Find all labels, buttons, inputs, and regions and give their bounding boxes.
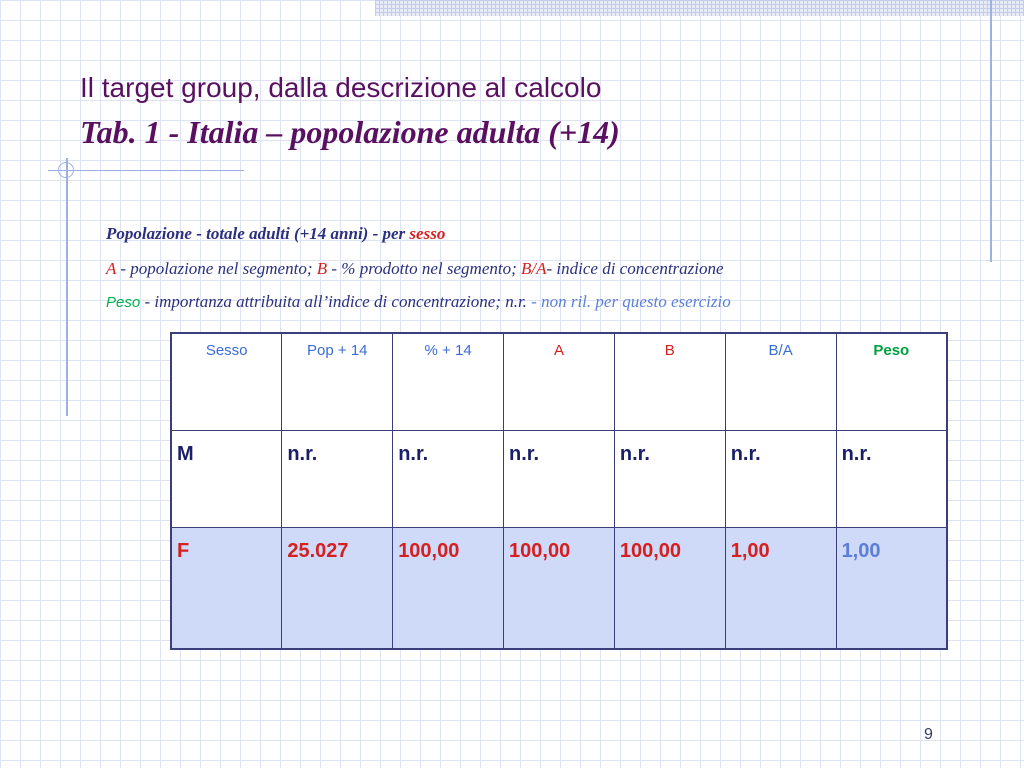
description-line-1-prefix: Popolazione - totale adulti (+14 anni) - per: [106, 224, 410, 243]
crosshair-ornament: [58, 162, 74, 178]
table-header-row: [171, 333, 947, 430]
slide-subtitle: Tab. 1 - Italia – popolazione adulta (+14): [80, 114, 620, 150]
header-b: B: [614, 333, 725, 430]
cell-peso: n.r.: [836, 430, 947, 527]
description-line-1-highlight: sesso: [409, 224, 446, 243]
legend-nr-text: - non ril. per questo esercizio: [526, 292, 731, 311]
legend-peso-key: Peso: [106, 294, 141, 311]
cell-ba: 1,00: [725, 527, 836, 649]
legend-ba-key: B/A: [521, 259, 547, 278]
cell-a: n.r.: [504, 430, 615, 527]
cell-b: 100,00: [614, 527, 725, 649]
legend-a-key: A: [106, 259, 117, 278]
legend-ba-text: - indice di concentrazione: [546, 259, 724, 278]
header-ba: B/A: [725, 333, 836, 430]
cell-sesso: M: [171, 430, 282, 527]
cell-peso: 1,00: [836, 527, 947, 649]
legend-b-text: - % prodotto nel segmento;: [327, 259, 522, 278]
header-sesso: Sesso: [171, 333, 282, 430]
legend-b-key: B: [316, 259, 328, 278]
table-row-m: [171, 430, 947, 527]
header-a: A: [504, 333, 615, 430]
right-vertical-rule: [990, 0, 992, 262]
description-line-2: [106, 259, 724, 279]
cell-percent-14: n.r.: [393, 430, 504, 527]
slide-title: Il target group, dalla descrizione al calcolo: [80, 72, 602, 103]
cell-percent-14: 100,00: [393, 527, 504, 649]
cell-sesso: F: [171, 527, 282, 649]
top-decorative-band: [375, 0, 1024, 16]
cell-a: 100,00: [504, 527, 615, 649]
legend-a-text: - popolazione nel segmento;: [116, 259, 317, 278]
left-vertical-rule: [66, 158, 68, 416]
table-row-f: [171, 527, 947, 649]
header-pop-14: Pop + 14: [282, 333, 393, 430]
header-peso: Peso: [836, 333, 947, 430]
population-table: [170, 332, 948, 650]
page-number: 9: [924, 726, 933, 743]
left-horizontal-rule: [48, 170, 244, 171]
description-line-1: [106, 224, 445, 244]
cell-pop-14: n.r.: [282, 430, 393, 527]
legend-peso-text: - importanza attribuita all’indice di concentrazione; n.r.: [140, 292, 527, 311]
cell-ba: n.r.: [725, 430, 836, 527]
description-line-3: [106, 292, 731, 312]
header-percent-14: % + 14: [393, 333, 504, 430]
cell-pop-14: 25.027: [282, 527, 393, 649]
cell-b: n.r.: [614, 430, 725, 527]
